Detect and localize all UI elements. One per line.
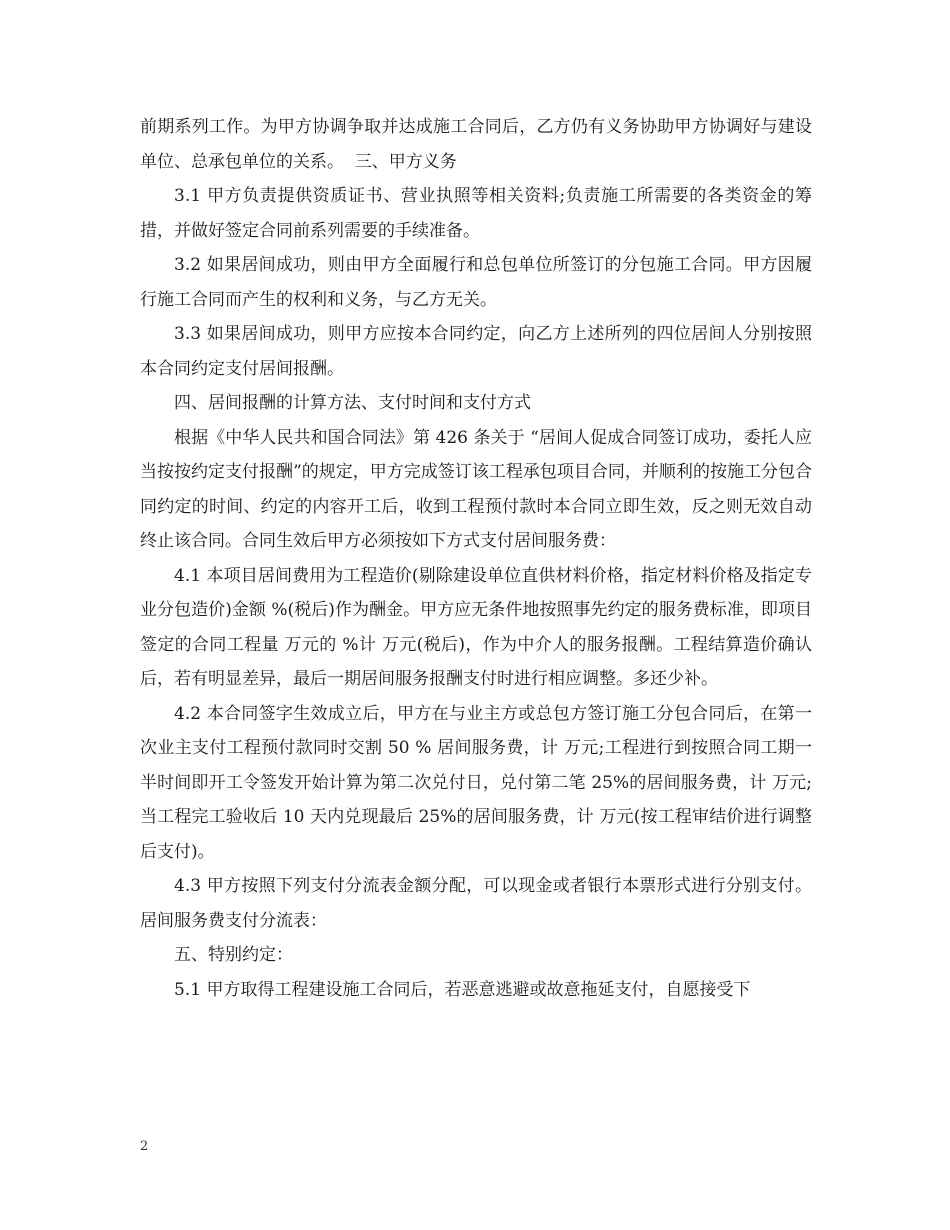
paragraph-legal-basis: 根据《中华人民共和国合同法》第 426 条关于 “居间人促成合同签订成功，委托人应当按按约定支付报酬”的规定，甲方完成签订该工程承包项目合同，并顺利的按施工分包合同约定的时间、约定的内容开工后，收到工程预付款时本合同立即生效，反之则无效自动终止该合同。合同生效后甲方必须按如下方式支付居间服务费： — [140, 427, 812, 551]
paragraph-continuation: 前期系列工作。为甲方协调争取并达成施工合同后，乙方仍有义务协助甲方协调好与建设单位、总承包单位的关系。 三、甲方义务 — [140, 117, 812, 172]
section-heading-4: 四、居间报酬的计算方法、支付时间和支付方式 — [174, 393, 531, 413]
page-number: 2 — [140, 1139, 149, 1154]
paragraph-clause-4-1: 4.1 本项目居间费用为工程造价(剔除建设单位直供材料价格，指定材料价格及指定专业分包造价)金额 %(税后)作为酬金。甲方应无条件地按照事先约定的服务费标准，即项目签定的合同工程量 万元的 %计 万元(税后)，作为中介人的服务报酬。工程结算造价确认后，若有明显差异，最后一期居间服务报酬支付时进行相应调整。多还少补。 — [140, 565, 812, 689]
paragraph-clause-3-1: 3.1 甲方负责提供资质证书、营业执照等相关资料;负责施工所需要的各类资金的筹措，并做好签定合同前系列需要的手续准备。 — [140, 186, 812, 241]
paragraph-clause-3-3: 3.3 如果居间成功，则甲方应按本合同约定，向乙方上述所列的四位居间人分别按照本合同约定支付居间报酬。 — [140, 324, 812, 379]
paragraph-clause-5-1: 5.1 甲方取得工程建设施工合同后，若恶意逃避或故意拖延支付，自愿接受下 — [174, 979, 751, 1000]
section-heading-5: 五、特别约定： — [174, 945, 293, 965]
document-body — [140, 110, 812, 1007]
paragraph-clause-4-2: 4.2 本合同签字生效成立后，甲方在与业主方或总包方签订施工分包合同后，在第一次业主支付工程预付款同时交割 50 % 居间服务费，计 万元;工程进行到按照合同工期一半时间即开工令签发开始计算为第二次兑付日，兑付第二笔 25%的居间服务费，计 万元;当工程完工验收后 10 天内兑现最后 25%的居间服务费，计 万元(按工程审结价进行调整后支付)。 — [140, 703, 812, 862]
paragraph-clause-4-3: 4.3 甲方按照下列支付分流表金额分配，可以现金或者银行本票形式进行分别支付。居间服务费支付分流表： — [140, 876, 812, 931]
paragraph-clause-3-2: 3.2 如果居间成功，则由甲方全面履行和总包单位所签订的分包施工合同。甲方因履行施工合同而产生的权利和义务，与乙方无关。 — [140, 255, 812, 310]
